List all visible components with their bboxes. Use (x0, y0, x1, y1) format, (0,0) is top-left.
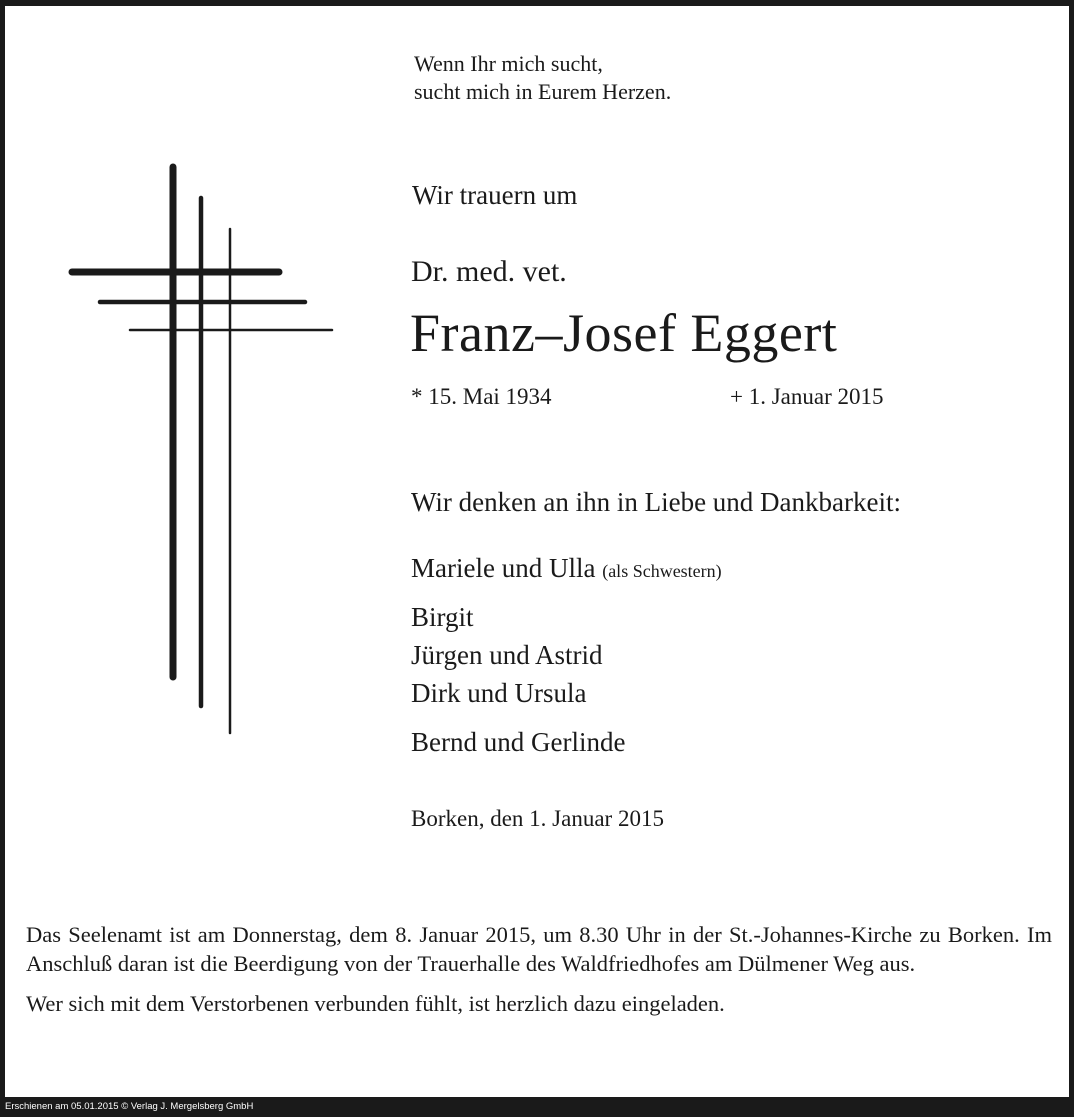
deceased-title: Dr. med. vet. (411, 255, 567, 288)
mourner-note: (als Schwestern) (602, 561, 722, 581)
publisher-footer: Erschienen am 05.01.2015 © Verlag J. Mergelsberg GmbH (5, 1101, 254, 1112)
place-date: Borken, den 1. Januar 2015 (411, 806, 664, 831)
notice-paragraph-1: Das Seelenamt ist am Donnerstag, dem 8. Januar 2015, um 8.30 Uhr in der St.-Johannes-Kirche zu Borken. Im Anschluß daran ist die Beerdigung von der Trauerhalle des Waldfriedhofes am Dülmener Weg aus. (26, 922, 1052, 976)
mourner-entry: Bernd und Gerlinde (411, 727, 626, 757)
birth-date: * 15. Mai 1934 (411, 384, 552, 409)
death-date: + 1. Januar 2015 (730, 384, 884, 409)
mourner-entry: Jürgen und Astrid (411, 640, 603, 670)
mourner-entry: Birgit (411, 602, 474, 632)
motto-line-2: sucht mich in Eurem Herzen. (414, 79, 672, 104)
mourner-entry (411, 553, 722, 584)
funeral-notice (26, 920, 1052, 1018)
mourner-entry: Dirk und Ursula (411, 678, 587, 708)
intro-text: Wir trauern um (412, 180, 578, 210)
thanks-line: Wir denken an ihn in Liebe und Dankbarkeit: (411, 487, 902, 517)
motto-line-1: Wenn Ihr mich sucht, (414, 51, 603, 76)
notice-paragraph-2: Wer sich mit dem Verstorbenen verbunden fühlt, ist herzlich dazu eingeladen. (26, 991, 725, 1016)
motto (414, 50, 671, 106)
triple-cross-icon (0, 0, 360, 760)
deceased-name: Franz–Josef Eggert (410, 303, 838, 363)
mourner-name: Mariele und Ulla (411, 553, 596, 583)
